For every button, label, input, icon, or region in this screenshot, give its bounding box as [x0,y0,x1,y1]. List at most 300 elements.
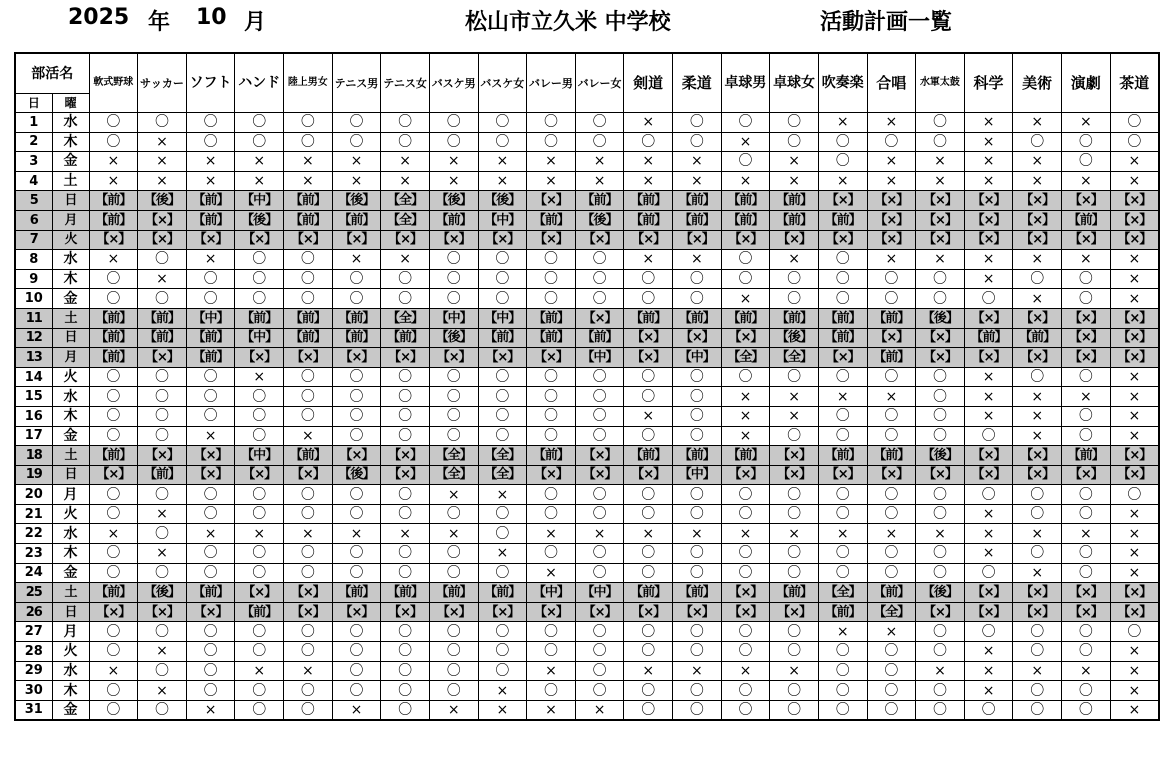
activity-cell: 【×】 [1062,308,1111,328]
activity-cell: × [1013,250,1062,270]
activity-cell: 【前】 [624,583,673,603]
activity-cell: × [721,661,770,681]
activity-cell: 〇 [527,504,576,524]
activity-cell: 〇 [332,113,381,133]
activity-cell: 【前】 [478,583,527,603]
weekday-cell: 火 [52,367,89,387]
weekday-cell: 木 [52,132,89,152]
activity-cell: × [818,387,867,407]
activity-cell: × [138,152,187,172]
activity-cell: 【×】 [381,230,430,250]
activity-cell: 〇 [381,269,430,289]
activity-cell: 【×】 [381,465,430,485]
activity-cell: 【×】 [624,465,673,485]
activity-cell: 〇 [818,367,867,387]
activity-cell: 【中】 [478,210,527,230]
activity-cell: × [381,171,430,191]
activity-cell: 〇 [575,661,624,681]
weekday-cell: 金 [52,563,89,583]
activity-cell: 〇 [1062,622,1111,642]
activity-cell: 〇 [332,544,381,564]
activity-cell: 【×】 [332,230,381,250]
activity-cell: 【後】 [770,328,819,348]
activity-cell: × [1110,269,1159,289]
day-cell: 22 [15,524,52,544]
activity-cell: 〇 [916,642,965,662]
weekday-cell: 木 [52,544,89,564]
activity-cell: 〇 [235,132,284,152]
activity-cell: × [770,152,819,172]
activity-cell: 【×】 [867,210,916,230]
club-header: バレー女 [575,53,624,113]
activity-cell: 〇 [332,387,381,407]
activity-cell: 【×】 [186,446,235,466]
activity-cell: 〇 [381,132,430,152]
schedule-row [15,269,1159,289]
activity-cell: 【×】 [186,465,235,485]
activity-cell: 〇 [89,269,138,289]
activity-cell: × [964,269,1013,289]
activity-cell: × [478,544,527,564]
activity-cell: 【×】 [138,602,187,622]
activity-cell: × [624,113,673,133]
activity-cell: × [1062,661,1111,681]
activity-cell: 【×】 [527,602,576,622]
activity-cell: 〇 [429,622,478,642]
activity-cell: 【×】 [624,348,673,368]
activity-cell: 〇 [235,681,284,701]
activity-cell: 〇 [429,269,478,289]
activity-cell: 〇 [527,367,576,387]
activity-cell: 〇 [284,563,333,583]
activity-cell: 【×】 [1062,328,1111,348]
activity-cell: 〇 [624,289,673,309]
schedule-row [15,681,1159,701]
activity-cell: 〇 [1062,367,1111,387]
activity-cell: × [964,681,1013,701]
activity-cell: × [89,524,138,544]
schedule-row [15,230,1159,250]
activity-cell: 【×】 [964,583,1013,603]
activity-cell: 〇 [770,269,819,289]
activity-cell: 〇 [89,132,138,152]
activity-cell: 【×】 [332,602,381,622]
activity-cell: 〇 [1110,113,1159,133]
month-unit: 月 [244,10,267,35]
activity-cell: 〇 [624,642,673,662]
activity-cell: × [1110,504,1159,524]
activity-cell: 【中】 [673,465,722,485]
activity-cell: 〇 [867,700,916,720]
day-cell: 8 [15,250,52,270]
activity-cell: 〇 [332,289,381,309]
activity-cell: 〇 [186,485,235,505]
activity-cell: × [575,152,624,172]
activity-cell: 【×】 [916,465,965,485]
activity-cell: 〇 [429,406,478,426]
activity-cell: 【×】 [964,191,1013,211]
activity-cell: × [138,642,187,662]
activity-cell: 【×】 [575,465,624,485]
activity-cell: 〇 [770,132,819,152]
activity-cell: 【×】 [1110,602,1159,622]
activity-cell: 〇 [381,661,430,681]
activity-cell: 〇 [575,544,624,564]
activity-cell: 【前】 [818,308,867,328]
activity-cell: 【前】 [770,308,819,328]
corner-label: 部活名 [31,65,74,82]
activity-cell: 〇 [575,132,624,152]
activity-cell: 〇 [478,387,527,407]
activity-cell: 〇 [916,504,965,524]
activity-cell: 【前】 [332,583,381,603]
day-cell: 31 [15,700,52,720]
activity-cell: × [721,171,770,191]
activity-cell: 〇 [575,681,624,701]
activity-cell: × [429,485,478,505]
weekday-cell: 水 [52,250,89,270]
activity-cell: × [1062,387,1111,407]
activity-cell: × [1110,406,1159,426]
activity-cell: × [867,622,916,642]
activity-cell: 〇 [527,113,576,133]
activity-cell: 〇 [527,426,576,446]
activity-cell: × [1013,406,1062,426]
activity-cell: 【×】 [964,308,1013,328]
activity-cell: 【中】 [575,348,624,368]
activity-cell: 〇 [186,387,235,407]
activity-cell: × [916,250,965,270]
activity-cell: 【前】 [867,446,916,466]
activity-cell: 〇 [235,622,284,642]
page-header [0,0,1166,48]
activity-cell: 〇 [235,269,284,289]
activity-cell: 【後】 [138,191,187,211]
day-cell: 20 [15,485,52,505]
club-header: 柔道 [673,53,722,113]
activity-cell: 【全】 [429,465,478,485]
weekday-cell: 月 [52,622,89,642]
activity-cell: 【×】 [964,348,1013,368]
activity-cell: × [527,563,576,583]
weekday-cell: 水 [52,387,89,407]
activity-cell: × [332,700,381,720]
activity-cell: 【前】 [89,348,138,368]
activity-cell: 〇 [818,642,867,662]
activity-cell: 【×】 [867,328,916,348]
activity-cell: 〇 [770,367,819,387]
activity-cell: 〇 [867,132,916,152]
year-unit: 年 [148,10,171,35]
activity-cell: 【後】 [575,210,624,230]
activity-cell: 【×】 [1062,191,1111,211]
schedule-row [15,289,1159,309]
weekday-cell: 土 [52,171,89,191]
activity-cell: 〇 [527,681,576,701]
activity-cell: × [89,171,138,191]
activity-cell: 〇 [284,485,333,505]
activity-cell: 〇 [867,504,916,524]
activity-cell: 【全】 [478,446,527,466]
activity-cell: 〇 [186,269,235,289]
activity-cell: 【×】 [186,230,235,250]
activity-cell: 〇 [624,504,673,524]
club-header: 科学 [964,53,1013,113]
activity-cell: 【前】 [721,446,770,466]
activity-cell: 〇 [138,113,187,133]
activity-cell: 〇 [575,485,624,505]
day-cell: 27 [15,622,52,642]
activity-cell: 【×】 [867,191,916,211]
activity-cell: 〇 [429,661,478,681]
activity-cell: 【×】 [429,230,478,250]
activity-cell: 【×】 [575,308,624,328]
activity-cell: 【×】 [284,230,333,250]
weekday-cell: 土 [52,308,89,328]
activity-cell: 【前】 [673,210,722,230]
activity-cell: 〇 [916,563,965,583]
activity-cell: × [818,171,867,191]
activity-cell: 〇 [186,681,235,701]
activity-cell: 〇 [332,426,381,446]
activity-cell: 〇 [478,132,527,152]
activity-cell: 【前】 [138,465,187,485]
activity-cell: × [186,250,235,270]
activity-cell: 【全】 [818,583,867,603]
club-header: ソフト [186,53,235,113]
activity-cell: × [186,524,235,544]
activity-cell: 【前】 [527,210,576,230]
activity-cell: 〇 [284,504,333,524]
activity-cell: 〇 [186,367,235,387]
activity-cell: 【×】 [381,446,430,466]
club-header: テニス男 [332,53,381,113]
activity-cell: 【前】 [867,308,916,328]
activity-cell: 【後】 [916,308,965,328]
activity-cell: 【×】 [1062,230,1111,250]
activity-cell: 〇 [867,426,916,446]
weekday-cell: 火 [52,230,89,250]
activity-cell: 〇 [284,642,333,662]
day-cell: 30 [15,681,52,701]
activity-cell: 【中】 [478,308,527,328]
activity-cell: 〇 [381,289,430,309]
activity-cell: 〇 [867,642,916,662]
activity-cell: 【前】 [284,328,333,348]
weekday-cell: 木 [52,269,89,289]
activity-cell: 〇 [138,250,187,270]
activity-cell: 【×】 [527,191,576,211]
activity-cell: × [964,387,1013,407]
activity-cell: 〇 [575,367,624,387]
month: 10 [196,5,227,30]
activity-cell: 〇 [770,485,819,505]
activity-cell: 〇 [284,113,333,133]
weekday-cell: 木 [52,681,89,701]
activity-cell: × [770,661,819,681]
activity-cell: × [575,700,624,720]
schedule-row [15,642,1159,662]
schedule-row [15,544,1159,564]
club-header: サッカー [138,53,187,113]
activity-cell: 〇 [478,113,527,133]
activity-cell: 【×】 [916,210,965,230]
activity-cell: × [1110,426,1159,446]
activity-cell: 〇 [673,563,722,583]
activity-cell: 〇 [381,485,430,505]
activity-cell: × [284,426,333,446]
activity-cell: 〇 [332,406,381,426]
activity-cell: 〇 [1110,622,1159,642]
activity-cell: 〇 [624,269,673,289]
activity-cell: 【前】 [1062,446,1111,466]
activity-cell: 〇 [527,269,576,289]
activity-cell: 【前】 [332,328,381,348]
activity-cell: × [284,152,333,172]
activity-cell: 【前】 [624,446,673,466]
day-cell: 13 [15,348,52,368]
day-cell: 5 [15,191,52,211]
activity-cell: 【全】 [381,210,430,230]
activity-cell: × [1013,661,1062,681]
activity-cell: × [673,152,722,172]
day-cell: 12 [15,328,52,348]
activity-cell: × [332,250,381,270]
activity-cell: × [186,426,235,446]
activity-cell: 〇 [186,113,235,133]
activity-cell: 【全】 [478,465,527,485]
activity-cell: 〇 [235,406,284,426]
activity-cell: 〇 [478,289,527,309]
activity-cell: 〇 [673,504,722,524]
activity-cell: 〇 [1110,132,1159,152]
schedule-row [15,348,1159,368]
schedule-row [15,661,1159,681]
activity-cell: 〇 [770,642,819,662]
activity-cell: × [527,661,576,681]
activity-cell: 〇 [867,485,916,505]
activity-cell: × [89,250,138,270]
activity-cell: 〇 [429,681,478,701]
day-cell: 16 [15,406,52,426]
activity-cell: 〇 [89,485,138,505]
activity-cell: 〇 [527,642,576,662]
activity-cell: 【前】 [478,328,527,348]
activity-cell: × [867,171,916,191]
activity-cell: 〇 [186,406,235,426]
activity-cell: × [721,406,770,426]
activity-cell: 〇 [673,132,722,152]
weekday-cell: 日 [52,465,89,485]
activity-cell: 〇 [1013,622,1062,642]
activity-cell: 【×】 [1062,602,1111,622]
activity-cell: × [818,524,867,544]
day-cell: 7 [15,230,52,250]
activity-cell: 【前】 [284,446,333,466]
activity-cell: × [1062,113,1111,133]
activity-cell: × [673,524,722,544]
activity-cell: 〇 [575,563,624,583]
activity-cell: 〇 [721,113,770,133]
day-cell: 4 [15,171,52,191]
activity-cell: × [1013,563,1062,583]
activity-cell: 〇 [381,681,430,701]
school-name: 松山市立久米 中学校 [465,10,671,35]
activity-cell: 【前】 [818,602,867,622]
activity-cell: × [186,152,235,172]
weekday-cell: 金 [52,700,89,720]
day-cell: 28 [15,642,52,662]
activity-cell: 【前】 [673,308,722,328]
activity-cell: 【後】 [332,465,381,485]
activity-cell: 【×】 [673,230,722,250]
activity-cell: × [770,387,819,407]
activity-cell: 〇 [138,622,187,642]
weekday-cell: 水 [52,113,89,133]
activity-cell: 【×】 [916,230,965,250]
schedule-row [15,387,1159,407]
activity-cell: 【後】 [429,328,478,348]
activity-cell: 【中】 [186,308,235,328]
day-cell: 21 [15,504,52,524]
schedule-row [15,152,1159,172]
activity-schedule-table [14,52,1160,721]
activity-cell: × [673,171,722,191]
activity-cell: 〇 [575,113,624,133]
activity-cell: 〇 [89,113,138,133]
activity-cell: 〇 [478,524,527,544]
activity-cell: 〇 [332,485,381,505]
activity-cell: 【×】 [916,602,965,622]
activity-cell: 【前】 [186,348,235,368]
activity-cell: 〇 [624,544,673,564]
day-cell: 10 [15,289,52,309]
activity-cell: 【×】 [673,602,722,622]
activity-cell: 〇 [673,485,722,505]
activity-cell: 【後】 [478,191,527,211]
activity-cell: × [1110,700,1159,720]
activity-cell: × [624,171,673,191]
weekday-cell: 月 [52,210,89,230]
activity-cell: 〇 [138,524,187,544]
day-cell: 11 [15,308,52,328]
activity-cell: × [235,152,284,172]
activity-cell: 〇 [478,563,527,583]
activity-cell: × [964,367,1013,387]
activity-cell: × [478,152,527,172]
activity-cell: 〇 [186,132,235,152]
activity-cell: 【×】 [818,230,867,250]
activity-cell: 【×】 [964,230,1013,250]
activity-cell: × [284,661,333,681]
club-header: ハンド [235,53,284,113]
activity-cell: 【×】 [964,446,1013,466]
activity-cell: 【後】 [429,191,478,211]
activity-cell: 〇 [1062,426,1111,446]
activity-cell: 【全】 [770,348,819,368]
schedule-row [15,406,1159,426]
activity-cell: 〇 [235,504,284,524]
weekday-cell: 月 [52,485,89,505]
activity-cell: 【×】 [1110,446,1159,466]
activity-cell: × [429,171,478,191]
weekday-cell: 日 [52,191,89,211]
activity-cell: 【×】 [429,602,478,622]
day-cell: 29 [15,661,52,681]
activity-cell: 〇 [916,113,965,133]
activity-cell: 〇 [186,544,235,564]
schedule-row [15,622,1159,642]
